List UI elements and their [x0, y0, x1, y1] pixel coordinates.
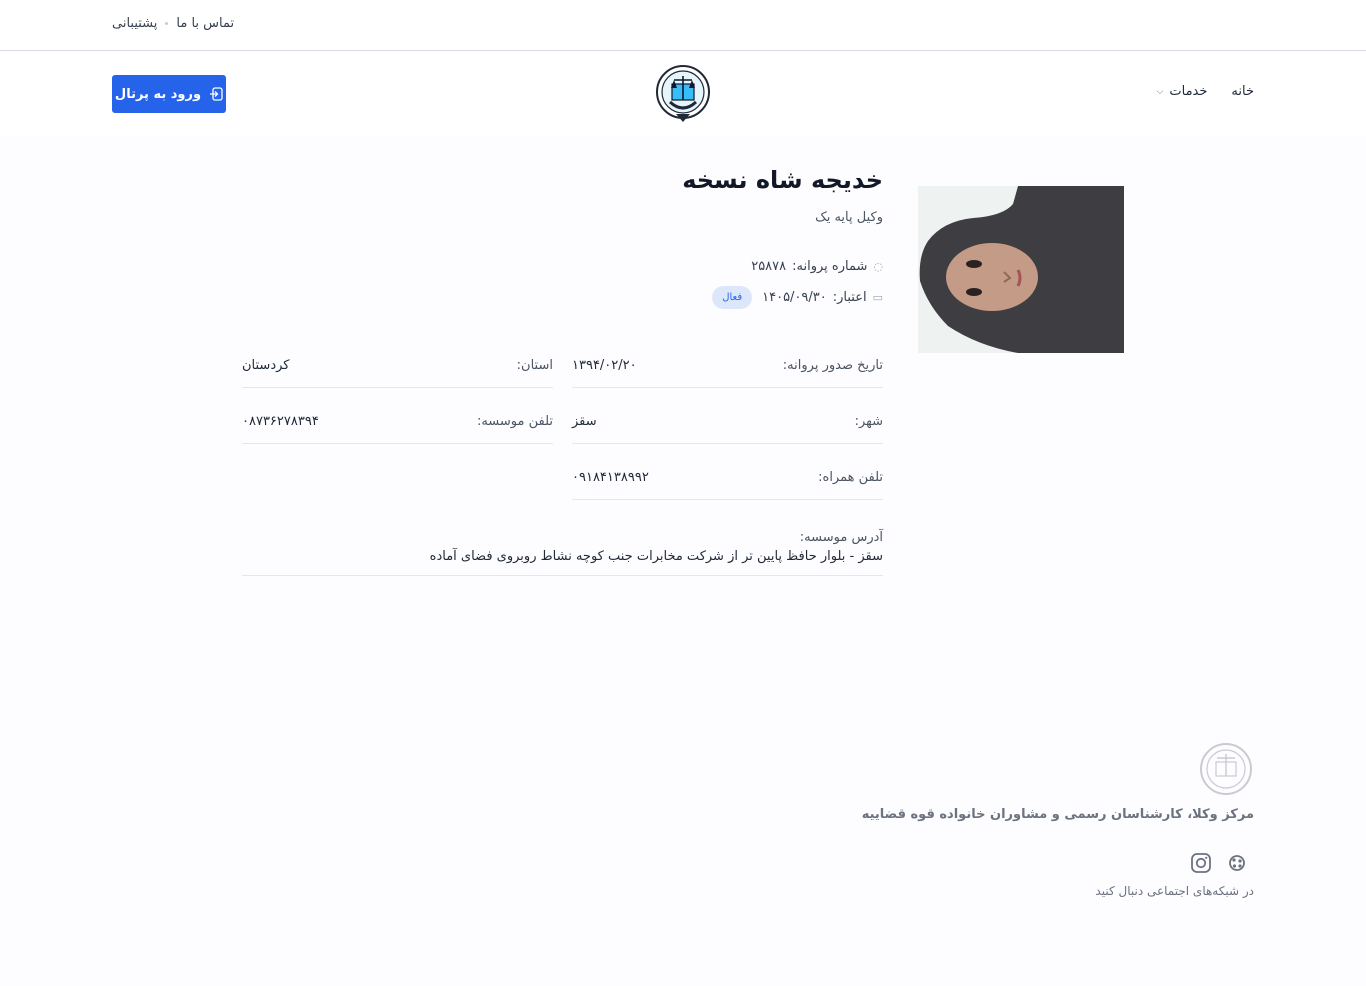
- calendar-icon: ▭: [872, 291, 883, 304]
- top-bar: [0, 0, 1366, 51]
- address-label: آدرس موسسه:: [799, 530, 883, 545]
- portal-button-label: ورود به پرتال: [114, 86, 202, 102]
- instagram-icon[interactable]: [1190, 852, 1212, 874]
- main-nav: [0, 52, 1366, 136]
- aparat-icon[interactable]: [1226, 852, 1248, 874]
- chevron-down-icon: ⌵: [1156, 86, 1164, 97]
- address-value: سقز - بلوار حافظ پایین تر از شرکت مخابرات جنب کوچه نشاط روبروی فضای آماده: [429, 549, 883, 564]
- lawyer-name: خدیجه شاه نسخه: [682, 166, 883, 194]
- nav-home[interactable]: خانه: [1231, 84, 1254, 99]
- footer-social-caption: در شبکه‌های اجتماعی دنبال کنید: [1095, 884, 1254, 898]
- field-issue-date: [572, 352, 883, 388]
- status-badge: فعال: [712, 286, 752, 309]
- top-links: [112, 16, 234, 31]
- mobile-value: ۰۹۱۸۴۱۳۸۹۹۲: [572, 470, 649, 485]
- issue-date-value: ۱۳۹۴/۰۲/۲۰: [572, 358, 637, 373]
- footer-logo: [1198, 742, 1254, 800]
- validity-date: ۱۴۰۵/۰۹/۳۰: [762, 290, 827, 305]
- lawyer-title: وکیل پایه یک: [815, 210, 883, 225]
- license-line: [751, 259, 883, 274]
- nav-menu: [1157, 84, 1254, 99]
- institute-phone-value: ۰۸۷۳۶۲۷۸۳۹۴: [242, 414, 319, 429]
- login-icon: [209, 87, 223, 101]
- license-number-label: شماره پروانه:: [792, 259, 868, 274]
- issue-date-label: تاریخ صدور پروانه:: [782, 358, 883, 373]
- province-label: استان:: [516, 358, 553, 373]
- field-mobile: [572, 464, 883, 500]
- institute-phone-label: تلفن موسسه:: [476, 414, 553, 429]
- lawyer-photo: [918, 186, 1124, 353]
- validity-line: [712, 286, 883, 309]
- social-links: [1190, 852, 1248, 874]
- validity-label: اعتبار:: [832, 290, 867, 305]
- license-number: ۲۵۸۷۸: [751, 259, 787, 274]
- footer-title: مرکز وکلا، کارشناسان رسمی و مشاوران خانواده قوه قضاییه: [861, 807, 1254, 822]
- field-province: [242, 352, 553, 388]
- nav-services[interactable]: [1157, 84, 1208, 99]
- check-circle-icon: ◌: [873, 260, 883, 273]
- field-address: [242, 528, 883, 576]
- field-institute-phone: [242, 408, 553, 444]
- city-value: سقز: [572, 414, 597, 429]
- province-value: کردستان: [242, 358, 290, 373]
- mobile-label: تلفن همراه:: [818, 470, 883, 485]
- portal-login-button[interactable]: [112, 75, 226, 113]
- nav-services-label: خدمات: [1169, 84, 1208, 99]
- support-link[interactable]: پشتیبانی: [112, 16, 158, 31]
- separator-dot: [165, 22, 168, 25]
- field-city: [572, 408, 883, 444]
- judiciary-logo[interactable]: [654, 64, 712, 124]
- contact-link[interactable]: تماس با ما: [176, 16, 235, 31]
- city-label: شهر:: [854, 414, 883, 429]
